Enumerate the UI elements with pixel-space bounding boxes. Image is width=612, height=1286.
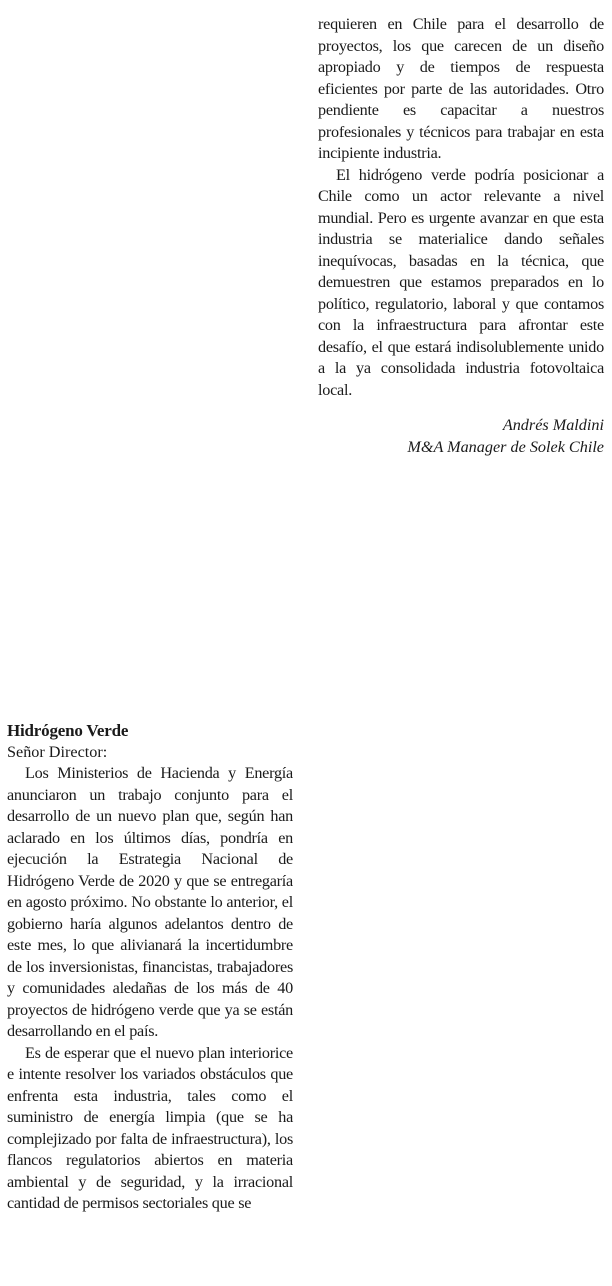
letter-start-column bbox=[7, 720, 293, 1215]
continuation-paragraph-2: El hidrógeno verde podría posicionar a Chile como un actor relevante a nivel mundial. Pero es urgente avanzar en que esta industria se materialice dando señales inequívocas, basadas en la técnica, que demuestren que estamos preparados en lo político, regulatorio, laboral y que contamos con la infraestructura para afrontar este desafío, el que estará indisolublemente unido a la ya consolidada industria fotovoltaica local. bbox=[318, 165, 604, 399]
letter-paragraph-1: Los Ministerios de Hacienda y Energía anunciaron un trabajo conjunto para el desarrollo de un nuevo plan que, según han aclarado en los últimos días, pondría en ejecución la Estrategia Nacional de Hidrógeno Verde de 2020 y que se entregaría en agosto próximo. No obstante lo anterior, el gobierno haría algunos adelantos dentro de este mes, lo que alivianará la incertidumbre de los inversionistas, financistas, trabajadores y comunidades aledañas de los más de 40 proyectos de hidrógeno verde que ya se están desarrollando en el país. bbox=[7, 764, 293, 1040]
signature-block bbox=[318, 415, 604, 458]
letter-continuation-column bbox=[318, 14, 604, 458]
letter-paragraph-2: Es de esperar que el nuevo plan interiorice e intente resolver los variados obstáculos que enfrenta esta industria, tales como el suministro de energía limpia (que se ha complejizado por falta de infraestructura), los flancos regulatorios abiertos en materia ambiental y de seguridad, y la irracional cantidad de permisos sectoriales que se bbox=[7, 1043, 293, 1212]
letter-headline: Hidrógeno Verde bbox=[7, 721, 129, 740]
salutation: Señor Director: bbox=[7, 742, 108, 761]
signature-role: M&A Manager de Solek Chile bbox=[407, 437, 604, 456]
signature-name: Andrés Maldini bbox=[502, 416, 604, 434]
continuation-paragraph-1: requieren en Chile para el desarrollo de proyectos, los que carecen de un diseño apropiado y de tiempos de respuesta eficientes por parte de las autoridades. Otro pendiente es capacitar a nuestros profesionales y técnicos para trabajar en esta incipiente industria. bbox=[318, 15, 604, 162]
